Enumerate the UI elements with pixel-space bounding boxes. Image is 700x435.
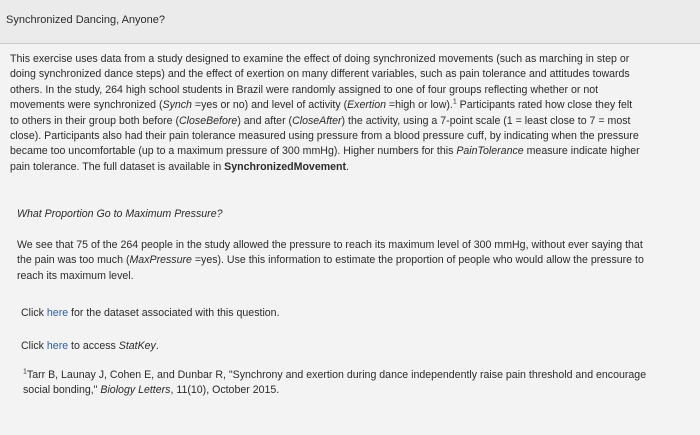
dataset-link-line: Click here for the dataset associated with this question. bbox=[21, 307, 280, 319]
maxpressure-variable: MaxPressure bbox=[129, 254, 192, 267]
closeafter-variable: CloseAfter bbox=[292, 114, 342, 127]
paintolerance-variable: PainTolerance bbox=[456, 145, 524, 158]
statkey-name: StatKey bbox=[118, 340, 156, 352]
intro-line: movements were synchronized (Synch =yes or no) and level of activity (Exertion =high or low).$^1$ Participants rated how close they felt bbox=[10, 98, 633, 112]
footnote-line: $^1$Tarr B, Launay J, Cohen E, and Dunbar R, "Synchrony and exertion during dance independently raise pain threshold and encourage bbox=[23, 368, 647, 381]
footnote-marker: 1 bbox=[452, 98, 457, 106]
statkey-link[interactable]: here bbox=[46, 340, 69, 352]
synch-variable: Synch bbox=[162, 99, 192, 112]
intro-line: close). Participants also had their pain tolerance measured using pressure from a blood pressure cuff, by indicating when the pressure bbox=[10, 130, 639, 143]
intro-line: became too uncomfortable (up to a maximum pressure of 300 mmHg). Higher numbers for this PainTolerance measure indicate higher bbox=[10, 145, 640, 158]
intro-line: to others in their group both before (CloseBefore) and after (CloseAfter) the activity, using a 7-point scale (1 = least close to 7 = most bbox=[10, 114, 631, 127]
journal-name: Biology Letters bbox=[100, 384, 171, 397]
section-subheading: What Proportion Go to Maximum Pressure? bbox=[17, 208, 223, 220]
intro-paragraph bbox=[10, 52, 700, 175]
footnote-line: social bonding," Biology Letters, 11(10), October 2015. bbox=[23, 384, 280, 397]
question-line: We see that 75 of the 264 people in the study allowed the pressure to reach its maximum level of 300 mmHg, without ever saying that bbox=[17, 239, 643, 251]
closebefore-variable: CloseBefore bbox=[179, 114, 238, 127]
footnote-marker: 1 bbox=[23, 368, 27, 376]
intro-line: pain tolerance. The full dataset is available in SynchronizedMovement. bbox=[10, 160, 349, 173]
dataset-name: SynchronizedMovement bbox=[224, 160, 347, 173]
page-title: Synchronized Dancing, Anyone? bbox=[6, 14, 165, 26]
question-paragraph bbox=[17, 238, 700, 284]
question-line: reach its maximum level. bbox=[17, 269, 134, 282]
dataset-link[interactable]: here bbox=[46, 307, 69, 319]
intro-line: This exercise uses data from a study designed to examine the effect of doing synchronized movements (such as marching in step or bbox=[10, 53, 630, 65]
intro-line: doing synchronized dance steps) and the effect of exertion on many different variables, such as pain tolerance and attitudes towards bbox=[10, 68, 630, 81]
footnote bbox=[23, 368, 646, 399]
statkey-link-line: Click here to access StatKey. bbox=[21, 340, 159, 352]
question-line: the pain was too much (MaxPressure =yes). Use this information to estimate the proportion of people who would allow the pressure to bbox=[17, 254, 644, 267]
intro-line: others. In the study, 264 high school students in Brazil were randomly assigned to one of four groups reflecting whether or not bbox=[10, 83, 599, 96]
exertion-variable: Exertion bbox=[347, 99, 386, 112]
